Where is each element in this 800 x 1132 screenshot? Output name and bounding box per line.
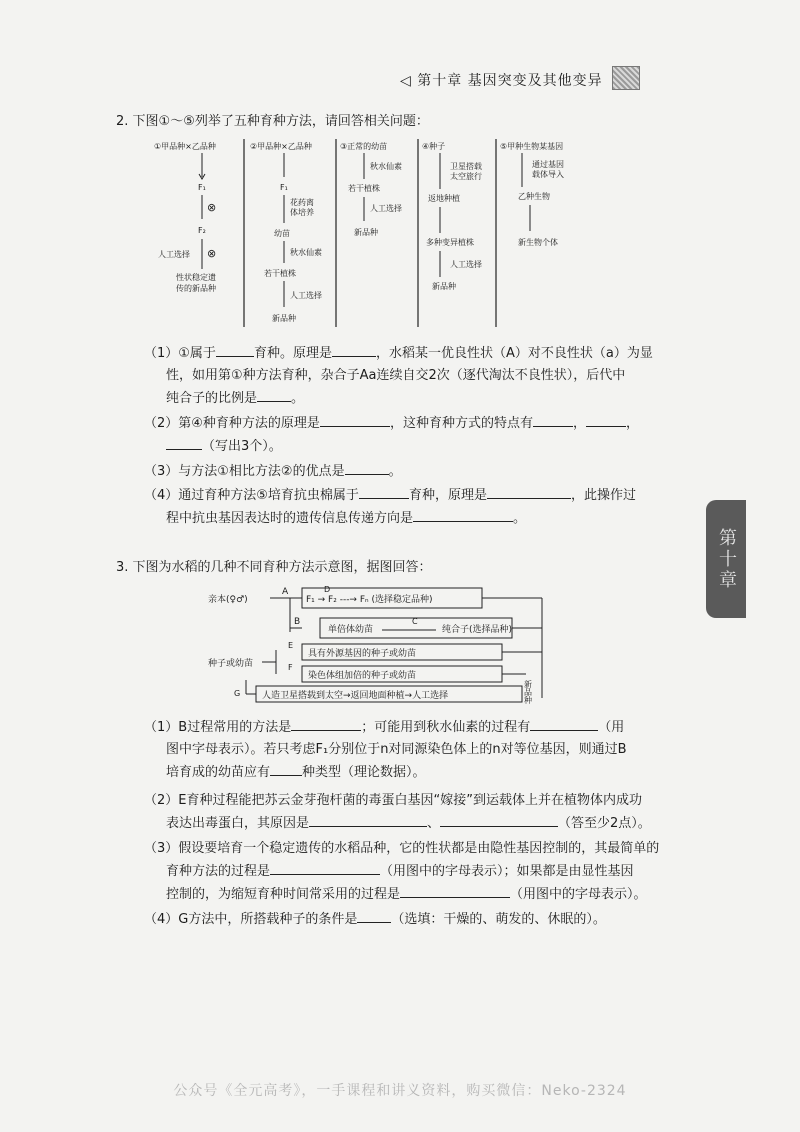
q3-label-c: C	[412, 617, 418, 626]
footer-watermark: 公众号《全元高考》，一手课程和讲义资料，购买微信：Neko-2324	[173, 1083, 627, 1099]
q3-row-b2: 纯合子(选择品种)	[442, 625, 513, 635]
q3-label-b: B	[294, 617, 301, 627]
q3-row-b1: 单倍体幼苗	[328, 625, 374, 635]
q3-label-e: E	[288, 641, 294, 650]
q2-col5-item: 新生物个体	[518, 238, 558, 247]
q2-col4-item: 人工选择	[450, 260, 482, 269]
q2-sub2: （2）第④种育种方法的原理是 ，这种育种方式的特点有 ， ， （写出3个）。	[144, 412, 664, 458]
q2-col4-item: 多种变异植株	[426, 238, 474, 247]
q2-col1-item: F₁	[198, 183, 206, 192]
q2-col3-item: ③正常的幼苗	[340, 142, 388, 151]
q2-col2-item: F₁	[280, 183, 288, 192]
q3-row-g: 人造卫星搭载到太空→返回地面种植→人工选择	[262, 691, 449, 701]
q2-col4-item: 卫星搭载	[450, 162, 482, 171]
q2-col4-item: 太空旅行	[450, 172, 482, 181]
q3-parent-label: 亲本(♀♂)	[208, 595, 248, 605]
q2-col2-item: 秋水仙素	[290, 248, 322, 257]
q2-col2-item: 若干植株	[264, 269, 296, 278]
q2-sub4: （4）通过育种方法⑤培育抗虫棉属于 育种，原理是 ，此操作过 程中抗虫基因表达时的遗传信息传递方向是 。	[144, 484, 664, 530]
chapter-icon	[612, 66, 640, 90]
q3-label-g: G	[234, 689, 241, 698]
q2-col5-item: 载体导入	[532, 170, 564, 179]
q3-sub1: （1）B过程常用的方法是 ；可能用到秋水仙素的过程有 （用 图中字母表示）。若只考虑F₁分别位于n对同源染色体上的n对等位基因，则通过B 培育成的幼苗应有 种类型（理论数据）。	[144, 716, 664, 784]
q2-col4-item: 返地种植	[428, 194, 460, 203]
q2-col4-item: ④种子	[422, 142, 446, 151]
chapter-header: ◁ 第十章 基因突变及其他变异	[400, 73, 603, 89]
q3-breeding-diagram	[206, 580, 566, 710]
q3-seed-label: 种子或幼苗	[208, 659, 254, 669]
q3-sub4: （4）G方法中，所搭载种子的条件是 （选填：干燥的、萌发的、休眠的）。	[144, 908, 664, 931]
q2-col3-item: 秋水仙素	[370, 162, 402, 171]
q2-stem: 2. 下图①～⑤列举了五种育种方法，请回答相关问题：	[116, 114, 429, 129]
q2-col5-item: 通过基因	[532, 160, 564, 169]
q2-col1-item: F₂	[198, 226, 206, 235]
q2-col2-item: 花药离	[290, 198, 314, 207]
q3-row-e: 具有外源基因的种子或幼苗	[308, 649, 417, 659]
q3-row-f: 染色体组加倍的种子或幼苗	[308, 671, 417, 681]
q2-col5-item: 乙种生物	[518, 192, 550, 201]
q2-col3-item: 人工选择	[370, 204, 402, 213]
q2-col2-item: 新品种	[272, 314, 296, 323]
q2-col2-item: ②甲品种×乙品种	[250, 142, 312, 151]
q2-sub3: （3）与方法①相比方法②的优点是 。	[144, 460, 664, 483]
q3-stem: 3. 下图为水稻的几种不同育种方法示意图，据图回答：	[116, 560, 432, 575]
q3-label-f: F	[288, 663, 293, 672]
q3-label-a: A	[282, 587, 289, 597]
q2-col2-item: 人工选择	[290, 291, 322, 300]
q2-col1-item: 性状稳定遗	[176, 273, 216, 282]
q2-sub1: （1）①属于 育种。原理是 ，水稻某一优良性状（A）对不良性状（a）为显 性，如用第①种方法育种，杂合子Aa连续自交2次（逐代淘汰不良性状），后代中 纯合子的比例是 。	[144, 342, 664, 410]
q3-sub2: （2）E育种过程能把苏云金芽孢杆菌的毒蛋白基因“嫁接”到运载体上并在植物体内成功 表达出毒蛋白，其原因是 、 （答至少2点）。	[144, 793, 651, 831]
q2-col1-item: ⊗	[207, 247, 217, 260]
q3-sub3: （3）假设要培育一个稳定遗传的水稻品种，它的性状都是由隐性基因控制的，其最简单的 育种方法的过程是 （用图中的字母表示）；如果都是由显性基因 控制的，为缩短育种时间常采用的过程是 （用图中的字母表示）。	[144, 841, 660, 902]
chapter-side-tab: 第十章	[706, 500, 746, 618]
q2-breeding-diagram	[150, 135, 610, 335]
q2-col1-item: 人工选择	[158, 250, 190, 259]
q2-col4-item: 新品种	[432, 282, 456, 291]
q2-col1-item: ①甲品种×乙品种	[154, 142, 216, 151]
q2-col3-item: 若干植株	[348, 184, 380, 193]
q2-col1-item: ⊗	[207, 201, 217, 214]
q2-col1-item: 传的新品种	[176, 284, 216, 293]
q2-col5-item: ⑤甲种生物某基因	[500, 142, 564, 151]
q2-col2-item: 幼苗	[274, 229, 290, 238]
q2-col3-item: 新品种	[354, 228, 378, 237]
q3-row-a: F₁ → F₂ ---→ Fₙ (选择稳定品种)	[306, 595, 433, 605]
q3-new-variety: 新品种	[523, 680, 533, 704]
q2-col2-item: 体培养	[290, 208, 314, 217]
q3-label-d: D	[324, 585, 331, 594]
